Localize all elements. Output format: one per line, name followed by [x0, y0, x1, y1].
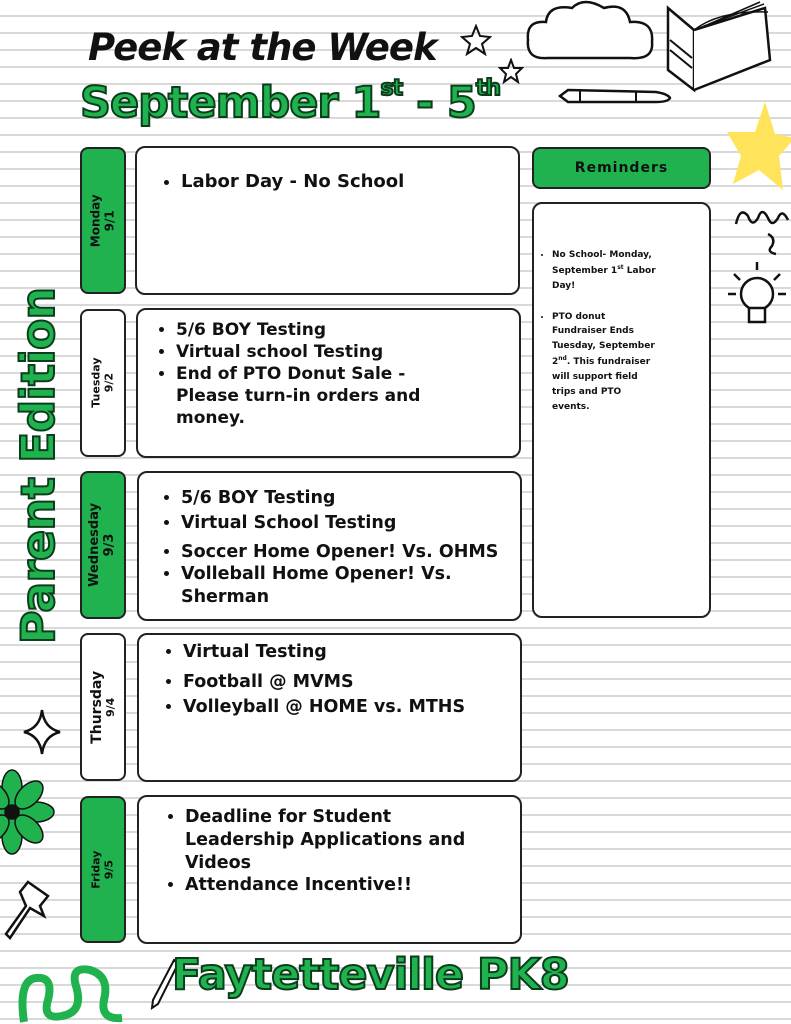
day-tab-monday — [80, 147, 126, 294]
date-end: - 5 — [402, 78, 476, 128]
star-outline-small-icon — [498, 58, 524, 84]
day-name: Tuesday — [89, 357, 103, 409]
day-date: 9/3 — [102, 533, 117, 557]
list-item: • Virtual school Testing — [176, 341, 507, 363]
pushpin-icon — [0, 876, 56, 946]
week-date-range — [80, 76, 500, 128]
date-start: September 1 — [80, 78, 381, 128]
reminder-text: No School- Monday, September 1 — [552, 250, 652, 276]
star-outline-icon — [460, 24, 492, 56]
day-date: 9/4 — [103, 697, 117, 717]
coil-icon — [732, 200, 791, 260]
day-date: 9/1 — [102, 209, 116, 232]
day-tab-thursday — [80, 633, 126, 781]
sparkle-icon — [22, 708, 62, 756]
cloud-icon — [518, 0, 668, 70]
list-item: • Volleball Home Opener! Vs. Sherman — [181, 563, 461, 609]
day-name: Thursday — [88, 670, 105, 744]
day-date: 9/5 — [101, 859, 115, 880]
reminder-text: PTO donut Fundraiser Ends Tuesday, September 2 — [552, 311, 655, 368]
date-start-suffix: st — [380, 76, 403, 101]
day-box-thursday — [137, 633, 522, 782]
day-name: Friday — [89, 850, 103, 889]
flower-icon — [0, 768, 66, 858]
lightbulb-icon — [724, 258, 790, 338]
list-item: • Soccer Home Opener! Vs. OHMS — [181, 541, 512, 564]
day-tab-tuesday — [80, 309, 126, 457]
reminder-text: Labor Day! — [552, 265, 656, 291]
reminder-item — [552, 310, 658, 415]
day-tab-friday — [80, 796, 126, 943]
list-item: • Attendance Incentive!! — [185, 874, 512, 897]
school-name: Faytetteville PK8 — [172, 950, 569, 1000]
day-box-wednesday — [137, 471, 522, 621]
day-name: Monday — [88, 194, 103, 247]
reminder-sup: st — [617, 263, 624, 271]
day-date: 9/2 — [102, 373, 116, 393]
list-item: • Virtual Testing — [183, 641, 512, 664]
edition-label: Parent Edition — [11, 287, 65, 645]
list-item: • Virtual School Testing — [181, 512, 512, 535]
book-icon — [660, 0, 780, 95]
date-end-suffix: th — [475, 76, 501, 101]
pen-icon — [556, 84, 676, 110]
list-item: • Deadline for Student Leadership Applications and Videos — [185, 806, 505, 874]
reminders-box — [532, 202, 711, 618]
reminder-sup: nd — [558, 355, 567, 363]
list-item: • 5/6 BOY Testing — [176, 319, 507, 341]
reminder-item — [552, 248, 658, 294]
day-name: Wednesday — [87, 503, 103, 587]
list-item: • 5/6 BOY Testing — [181, 487, 512, 510]
list-item: • End of PTO Donut Sale -Please turn-in orders and money. — [176, 363, 446, 429]
list-item: • Labor Day - No School — [181, 170, 518, 193]
reminder-text: . This fundraiser will support field trips and PTO events. — [552, 357, 651, 412]
day-box-friday — [137, 795, 522, 944]
green-coil-icon — [18, 960, 134, 1024]
reminders-header: Reminders — [532, 147, 711, 189]
yellow-star-icon — [725, 98, 791, 198]
list-item: • Volleyball @ HOME vs. MTHS — [183, 696, 512, 719]
page-title: Peek at the Week — [88, 26, 437, 69]
day-box-monday — [135, 146, 520, 295]
list-item: • Football @ MVMS — [183, 671, 512, 694]
day-tab-wednesday — [80, 471, 126, 619]
day-box-tuesday — [136, 308, 521, 458]
